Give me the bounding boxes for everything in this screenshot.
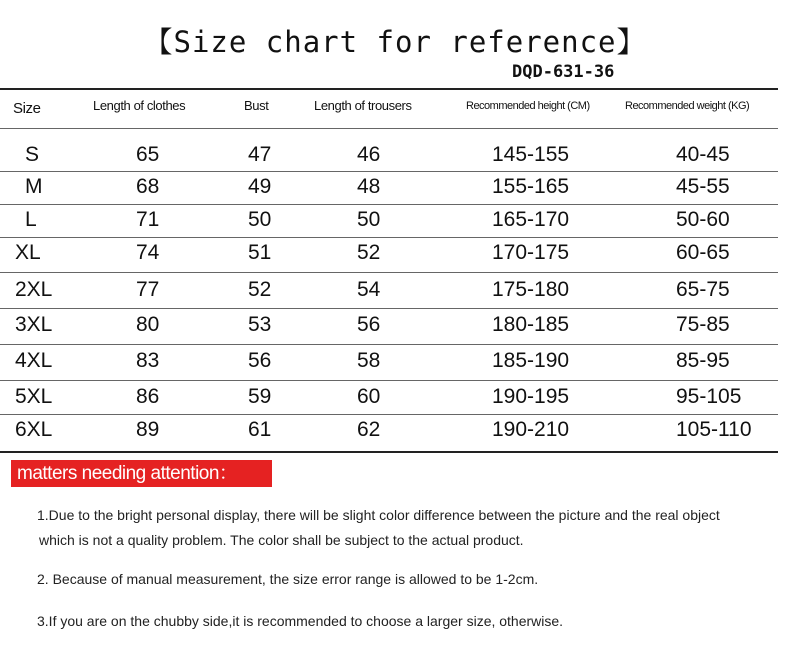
cell-length-of-clothes: 77: [136, 278, 160, 301]
cell-recommended-height: 165-170: [492, 208, 570, 231]
cell-recommended-weight: 50-60: [676, 208, 730, 231]
cell-size: L: [25, 208, 37, 231]
cell-recommended-weight: 85-95: [676, 349, 730, 372]
cell-recommended-height: 185-190: [492, 349, 570, 372]
note-3: 3.If you are on the chubby side,it is recommended to choose a larger size, otherwise.: [37, 613, 564, 629]
cell-recommended-weight: 60-65: [676, 241, 730, 264]
cell-size: 4XL: [15, 349, 53, 372]
cell-bust: 61: [248, 418, 272, 441]
cell-recommended-height: 190-195: [492, 385, 570, 408]
cell-recommended-height: 175-180: [492, 278, 570, 301]
cell-length-of-trousers: 48: [357, 175, 381, 198]
row-rule: [0, 380, 778, 381]
cell-length-of-clothes: 74: [136, 241, 160, 264]
cell-size: 5XL: [15, 385, 53, 408]
cell-bust: 47: [248, 143, 272, 166]
cell-recommended-weight: 45-55: [676, 175, 730, 198]
cell-bust: 56: [248, 349, 272, 372]
cell-length-of-clothes: 71: [136, 208, 160, 231]
row-rule: [0, 414, 778, 415]
cell-size: 6XL: [15, 418, 53, 441]
cell-length-of-clothes: 68: [136, 175, 160, 198]
cell-bust: 51: [248, 241, 272, 264]
header-rule: [0, 128, 778, 129]
cell-recommended-weight: 75-85: [676, 313, 730, 336]
cell-length-of-trousers: 54: [357, 278, 381, 301]
cell-size: XL: [15, 241, 41, 264]
cell-recommended-weight: 65-75: [676, 278, 730, 301]
header-recommended-height: Recommended height (CM): [466, 100, 590, 112]
row-rule: [0, 204, 778, 205]
row-rule: [0, 171, 778, 172]
cell-recommended-height: 180-185: [492, 313, 570, 336]
cell-length-of-clothes: 89: [136, 418, 160, 441]
chart-title: 【Size chart for reference】: [143, 25, 647, 59]
row-rule: [0, 272, 778, 273]
row-rule: [0, 451, 778, 453]
cell-recommended-weight: 40-45: [676, 143, 730, 166]
cell-length-of-trousers: 56: [357, 313, 381, 336]
header-length-of-clothes: Length of clothes: [93, 98, 186, 113]
cell-recommended-height: 145-155: [492, 143, 570, 166]
cell-length-of-clothes: 86: [136, 385, 160, 408]
row-rule: [0, 308, 778, 309]
row-rule: [0, 237, 778, 238]
cell-bust: 50: [248, 208, 272, 231]
header-length-of-trousers: Length of trousers: [314, 98, 412, 113]
cell-length-of-trousers: 46: [357, 143, 381, 166]
cell-recommended-height: 170-175: [492, 241, 570, 264]
header-recommended-weight: Recommended weight (KG): [625, 100, 750, 112]
note-1: 1.Due to the bright personal display, there will be slight color difference between the picture and the real object: [37, 507, 720, 523]
cell-length-of-trousers: 50: [357, 208, 381, 231]
notes-heading: matters needing attention：: [11, 460, 272, 487]
cell-length-of-clothes: 80: [136, 313, 160, 336]
note-2: 2. Because of manual measurement, the size error range is allowed to be 1-2cm.: [37, 571, 539, 587]
cell-recommended-weight: 95-105: [676, 385, 742, 408]
cell-bust: 49: [248, 175, 272, 198]
cell-bust: 59: [248, 385, 272, 408]
table-top-rule: [0, 88, 778, 90]
cell-size: 3XL: [15, 313, 53, 336]
cell-length-of-clothes: 83: [136, 349, 160, 372]
cell-bust: 53: [248, 313, 272, 336]
row-rule: [0, 344, 778, 345]
cell-length-of-trousers: 60: [357, 385, 381, 408]
cell-recommended-height: 155-165: [492, 175, 570, 198]
cell-size: 2XL: [15, 278, 53, 301]
cell-length-of-clothes: 65: [136, 143, 160, 166]
cell-bust: 52: [248, 278, 272, 301]
header-size: Size: [13, 100, 41, 117]
note-1-continued: which is not a quality problem. The color shall be subject to the actual product.: [39, 532, 524, 548]
model-number: DQD-631-36: [512, 62, 615, 82]
cell-size: S: [25, 143, 40, 166]
header-bust: Bust: [244, 98, 269, 113]
cell-length-of-trousers: 52: [357, 241, 381, 264]
cell-recommended-height: 190-210: [492, 418, 570, 441]
cell-size: M: [25, 175, 43, 198]
cell-recommended-weight: 105-110: [676, 418, 752, 441]
cell-length-of-trousers: 58: [357, 349, 381, 372]
cell-length-of-trousers: 62: [357, 418, 381, 441]
